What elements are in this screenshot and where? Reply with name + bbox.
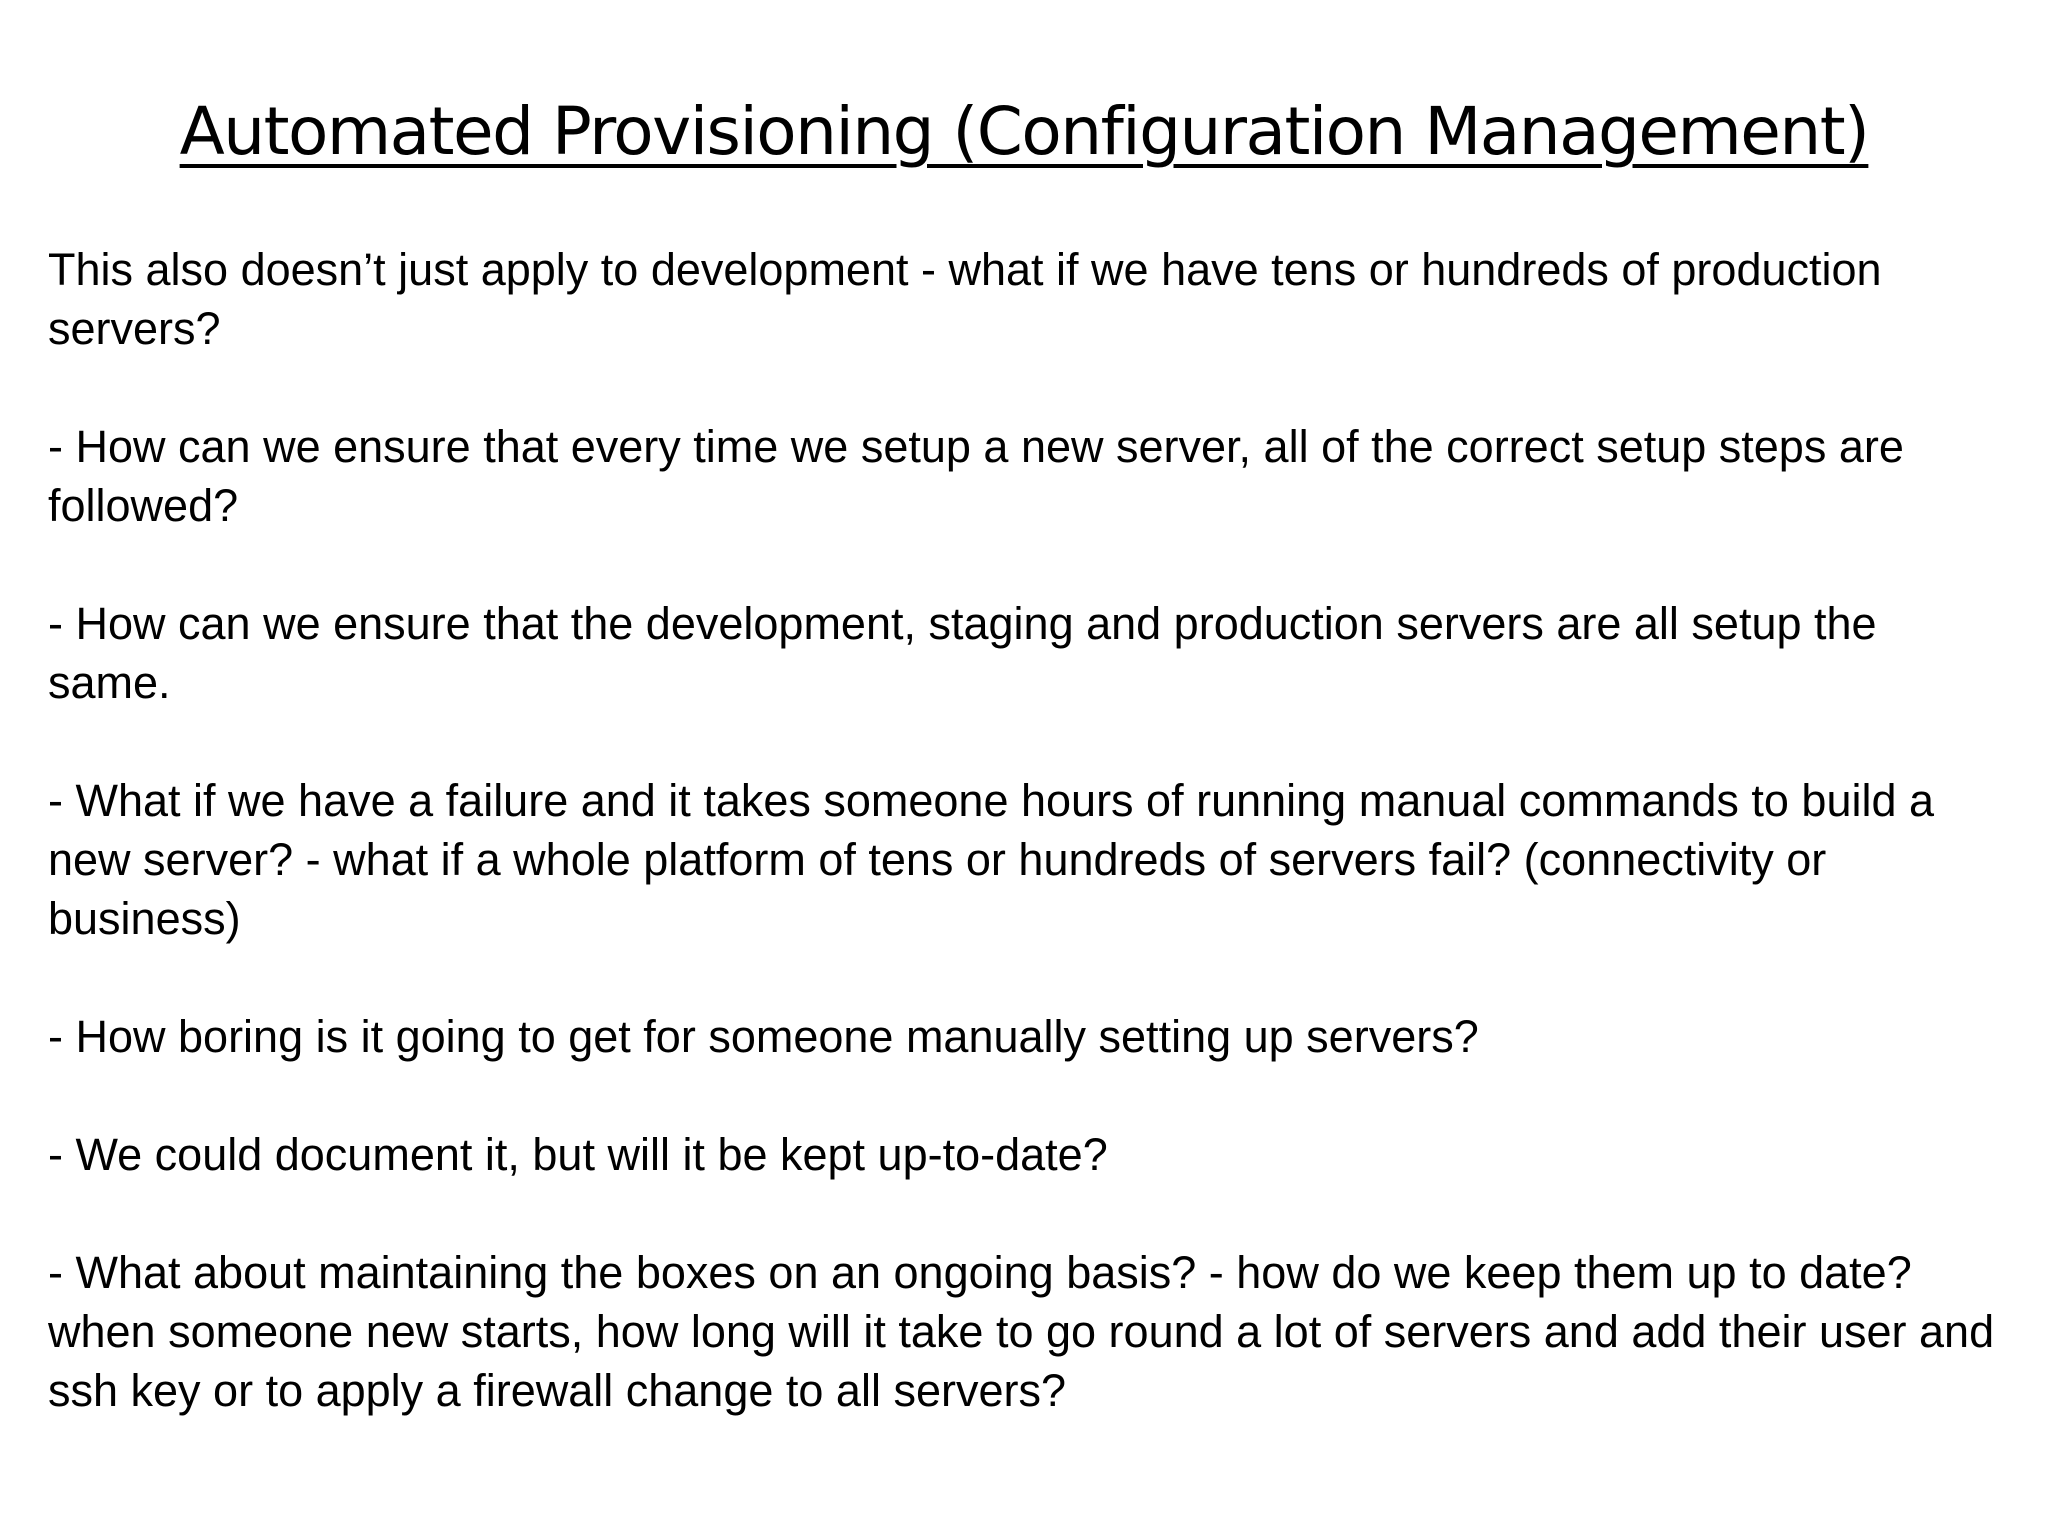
bullet-setup-steps: - How can we ensure that every time we setup a new server, all of the correct setup steps are followed? bbox=[48, 421, 1904, 531]
bullet-environments-same: - How can we ensure that the development, staging and production servers are all setup the same. bbox=[48, 598, 1877, 708]
bullet-documentation: - We could document it, but will it be kept up-to-date? bbox=[48, 1129, 1108, 1180]
bullet-maintenance: - What about maintaining the boxes on an ongoing basis? - how do we keep them up to date? when someone new starts, how long will it take to go round a lot of servers and add their user and ssh key or to apply a firewall change to all servers? bbox=[48, 1247, 1995, 1416]
intro-paragraph: This also doesn’t just apply to development - what if we have tens or hundreds of production servers? bbox=[48, 244, 1882, 354]
slide-title: Automated Provisioning (Configuration Management) bbox=[179, 93, 1869, 170]
bullet-boring-setup: - How boring is it going to get for someone manually setting up servers? bbox=[48, 1011, 1479, 1062]
slide-body bbox=[48, 240, 2008, 1479]
bullet-failure-recovery: - What if we have a failure and it takes someone hours of running manual commands to build a new server? - what if a whole platform of tens or hundreds of servers fail? (connectivity or business) bbox=[48, 775, 1935, 944]
